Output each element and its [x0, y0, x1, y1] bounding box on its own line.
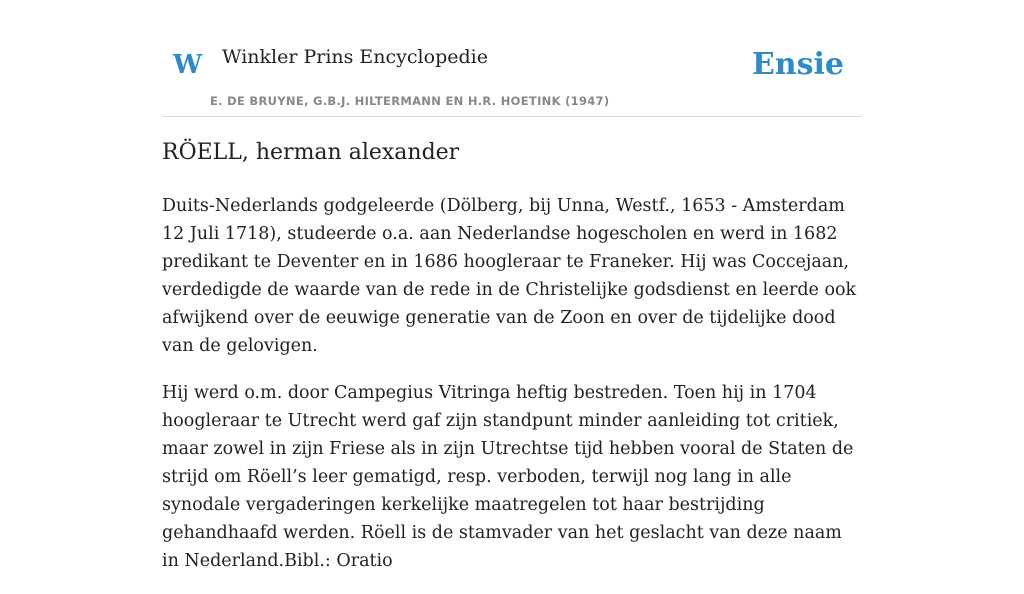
page-header [162, 40, 862, 117]
ensie-logo[interactable]: Ensie [751, 47, 844, 82]
article-title: RÖELL, herman alexander [162, 140, 460, 165]
winkler-prins-logo[interactable]: W [173, 50, 203, 80]
article-paragraph: Duits-Nederlands godgeleerde (Dölberg, bij Unna, Westf., 1653 - Amsterdam 12 Juli 1718), studeerde o.a. aan Nederlandse hogescholen en werd in 1682 predikant te Deventer en in 1686 hoogleraar te Franeker. Hij was Coccejaan, verdedigde de waarde van de rede in de Christelijke godsdienst en leerde ook afwijkend over de eeuwige generatie van de Zoon en over de tijdelijke dood van de gelovigen. [162, 196, 857, 356]
article-paragraph: Hij werd o.m. door Campegius Vitringa heftig bestreden. Toen hij in 1704 hoogleraar te Utrecht werd gaf zijn standpunt minder aanleiding tot critiek, maar zowel in zijn Friese als in zijn Utrechtse tijd hebben vooral de Staten de strijd om Röell’s leer gematigd, resp. verboden, terwijl nog lang in alle synodale vergaderingen kerkelijke maatregelen tot haar bestrijding gehandhaafd werden. Röell is de stamvader van het geslacht van deze naam in Nederland.Bibl.: Oratio [162, 383, 854, 571]
publication-authors: E. DE BRUYNE, G.B.J. HILTERMANN EN H.R. HOETINK (1947) [210, 94, 610, 108]
article-body [162, 192, 862, 594]
publication-title[interactable]: Winkler Prins Encyclopedie [222, 46, 488, 68]
